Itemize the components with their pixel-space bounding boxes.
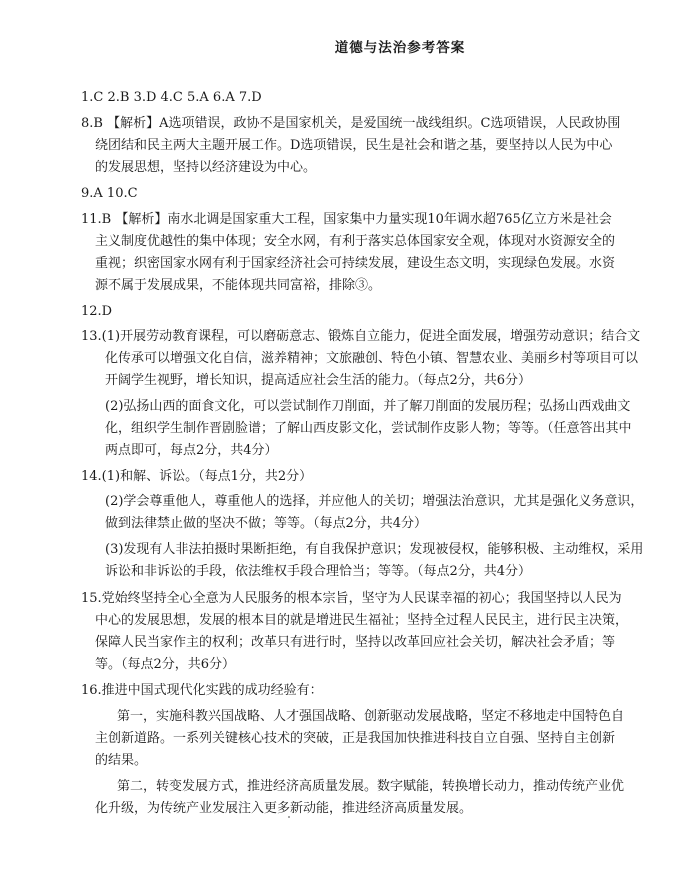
- answer-14-line-1: 14.(1)和解、诉讼。（每点1分，共2分）: [81, 469, 313, 484]
- answer-1-7: 1.C 2.B 3.D 4.C 5.A 6.A 7.D: [81, 90, 262, 105]
- answer-15-line-3: 保障人民当家作主的权利；改革只有进行时，坚持以改革回应社会关切，解决社会矛盾；等: [95, 635, 616, 650]
- answer-14-line-5: 诉讼和非诉讼的手段，依法维权手段合理恰当；等等。（每点2分，共4分）: [105, 564, 532, 579]
- answer-14-line-3: 做到法律禁止做的坚决不做；等等。（每点2分，共4分）: [105, 516, 428, 531]
- answer-16-line-2: 第一，实施科教兴国战略、人才强国战略、创新驱动发展战略，坚定不移地走中国特色自: [117, 709, 625, 724]
- answer-13-line-2: 化传承可以增强文化自信，滋养精神；文旅融创、特色小镇、智慧农业、美丽乡村等项目可以: [105, 351, 639, 366]
- answer-13-line-6: 两点即可，每点2分，共4分）: [105, 443, 278, 458]
- answer-8-line-2: 绕团结和民主两大主题开展工作。D选项错误，民生是社会和谐之基，要坚持以人民为中心: [95, 138, 613, 153]
- answer-9-10: 9.A 10.C: [81, 186, 138, 201]
- answer-13-line-3: 开阔学生视野，增长知识，提高适应社会生活的能力。（每点2分，共6分）: [105, 373, 532, 388]
- answer-13-line-5: 化，组织学生制作晋剧脸谱；了解山西皮影文化，尝试制作皮影人物；等等。（任意答出其中: [105, 421, 632, 436]
- answer-16-line-3: 主创新道路。一系列关键核心技术的突破，正是我国加快推进科技自立自强、坚持自主创新: [95, 731, 616, 746]
- answer-11-line-1: 11.B 【解析】南水北调是国家重大工程，国家集中力量实现10年调水超765亿立方米是社会: [81, 212, 612, 227]
- answer-11-line-4: 源不属于发展成果，不能体现共同富裕，排除③。: [95, 278, 382, 293]
- answer-15-line-2: 中心的发展思想，发展的根本目的就是增进民生福祉；坚持全过程人民民主，进行民主决策，: [95, 613, 629, 628]
- answer-15-line-4: 等。（每点2分，共6分）: [95, 657, 236, 672]
- answer-15-line-1: 15.党始终坚持全心全意为人民服务的根本宗旨，坚守为人民谋幸福的初心；我国坚持以人民为: [81, 591, 622, 606]
- answer-16-line-1: 16.推进中国式现代化实践的成功经验有：: [81, 683, 323, 698]
- answer-13-line-4: (2)弘扬山西的面食文化，可以尝试制作刀削面，并了解刀削面的发展历程；弘扬山西戏曲文: [105, 399, 631, 414]
- answer-11-line-3: 重视；织密国家水网有利于国家经济社会可持续发展，建设生态文明，实现绿色发展。水资: [95, 256, 616, 271]
- answer-11-line-2: 主义制度优越性的集中体现；安全水网，有利于落实总体国家安全观，体现对水资源安全的: [95, 234, 616, 249]
- scan-speck: [288, 816, 290, 818]
- answer-14-line-2: (2)学会尊重他人，尊重他人的选择，并应他人的关切；增强法治意识，尤其是强化义务意识，: [105, 494, 644, 509]
- answer-12: 12.D: [81, 304, 113, 319]
- answer-13-line-1: 13.(1)开展劳动教育课程，可以磨砺意志、锻炼自立能力，促进全面发展，增强劳动意识；结合文: [81, 329, 641, 344]
- answer-8-line-1: 8.B 【解析】A选项错误，政协不是国家机关，是爱国统一战线组织。C选项错误，人民政协围: [81, 116, 621, 131]
- answer-8-line-3: 的发展思想，坚持以经济建设为中心。: [95, 160, 317, 175]
- answer-16-line-4: 的结果。: [95, 753, 148, 768]
- answer-16-line-6: 化升级，为传统产业发展注入更多新动能，推进经济高质量发展。: [95, 801, 473, 816]
- answer-16-line-5: 第二，转变发展方式，推进经济高质量发展。数字赋能，转换增长动力，推动传统产业优: [117, 779, 625, 794]
- page-title: 道德与法治参考答案: [334, 40, 466, 56]
- answer-14-line-4: (3)发现有人非法拍摄时果断拒绝，有自我保护意识；发现被侵权，能够积极、主动维权，采用: [105, 542, 644, 557]
